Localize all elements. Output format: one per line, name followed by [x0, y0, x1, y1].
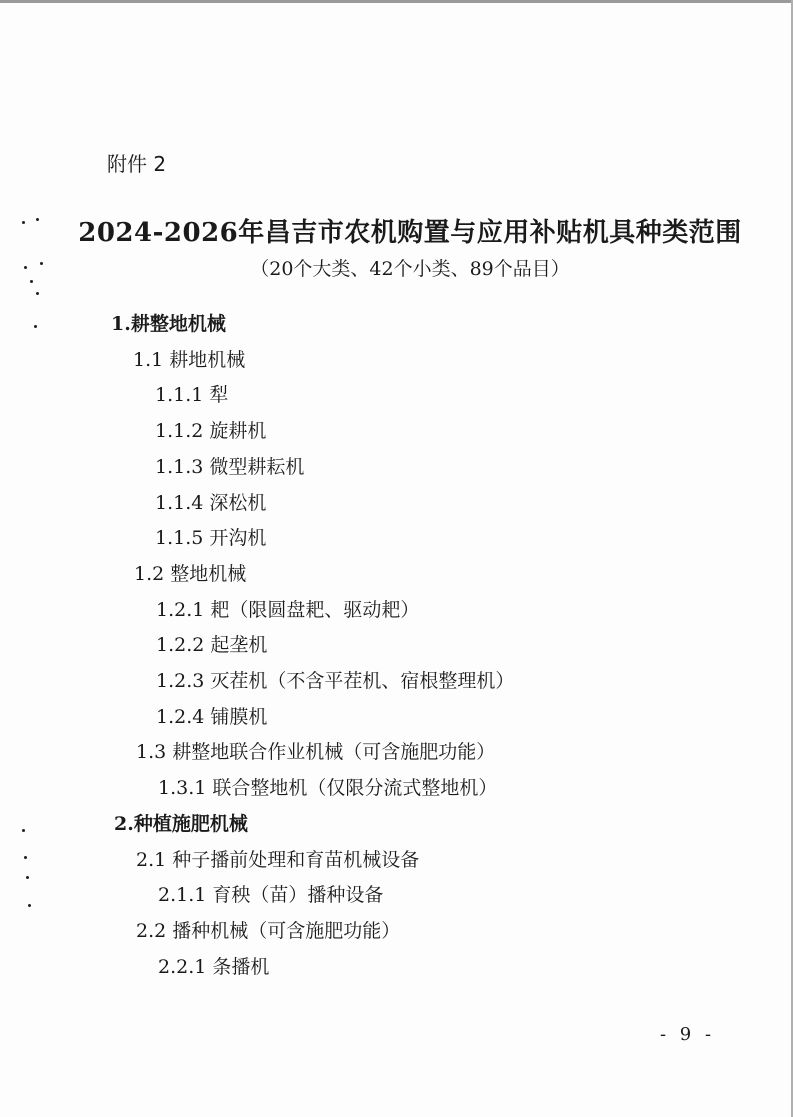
product-item: 1.2.1 耙（限圆盘耙、驱动耙）: [156, 599, 420, 621]
annex-label: 附件 2: [107, 152, 167, 176]
product-item: 1.1.1 犁: [155, 384, 229, 406]
scan-speck: [24, 266, 27, 269]
scan-speck: [30, 280, 33, 283]
subcategory-item: 2.2 播种机械（可含施肥功能）: [136, 920, 401, 942]
product-item: 1.1.3 微型耕耘机: [155, 456, 305, 478]
scan-speck: [36, 292, 39, 295]
product-item: 2.1.1 育秧（苗）播种设备: [158, 884, 384, 906]
category-heading: 2.种植施肥机械: [114, 813, 248, 835]
product-item: 1.2.2 起垄机: [156, 634, 268, 656]
scan-speck: [34, 325, 37, 328]
subcategory-item: 2.1 种子播前处理和育苗机械设备: [136, 849, 420, 871]
subcategory-item: 1.2 整地机械: [134, 563, 247, 585]
product-item: 2.2.1 条播机: [158, 956, 270, 978]
page-number: - 9 -: [660, 1024, 716, 1045]
product-item: 1.1.2 旋耕机: [155, 420, 267, 442]
subcategory-item: 1.3 耕整地联合作业机械（可含施肥功能）: [136, 741, 496, 763]
subcategory-item: 1.1 耕地机械: [133, 349, 246, 371]
scan-speck: [26, 876, 29, 879]
product-item: 1.2.4 铺膜机: [156, 706, 268, 728]
scan-speck: [22, 221, 25, 224]
scan-speck: [22, 829, 25, 832]
category-heading: 1.耕整地机械: [111, 313, 226, 335]
scan-speck: [28, 904, 31, 907]
product-item: 1.3.1 联合整地机（仅限分流式整地机）: [158, 777, 498, 799]
product-item: 1.1.5 开沟机: [155, 527, 267, 549]
scan-speck: [36, 218, 39, 221]
scan-speck: [24, 856, 27, 859]
product-item: 1.1.4 深松机: [155, 492, 267, 514]
product-item: 1.2.3 灭茬机（不含平茬机、宿根整理机）: [156, 670, 515, 692]
scan-top-edge: [0, 0, 793, 3]
scan-speck: [40, 262, 43, 265]
document-title: 2024-2026年昌吉市农机购置与应用补贴机具种类范围: [78, 218, 742, 248]
document-subtitle: （20个大类、42个小类、89个品目）: [250, 258, 570, 280]
